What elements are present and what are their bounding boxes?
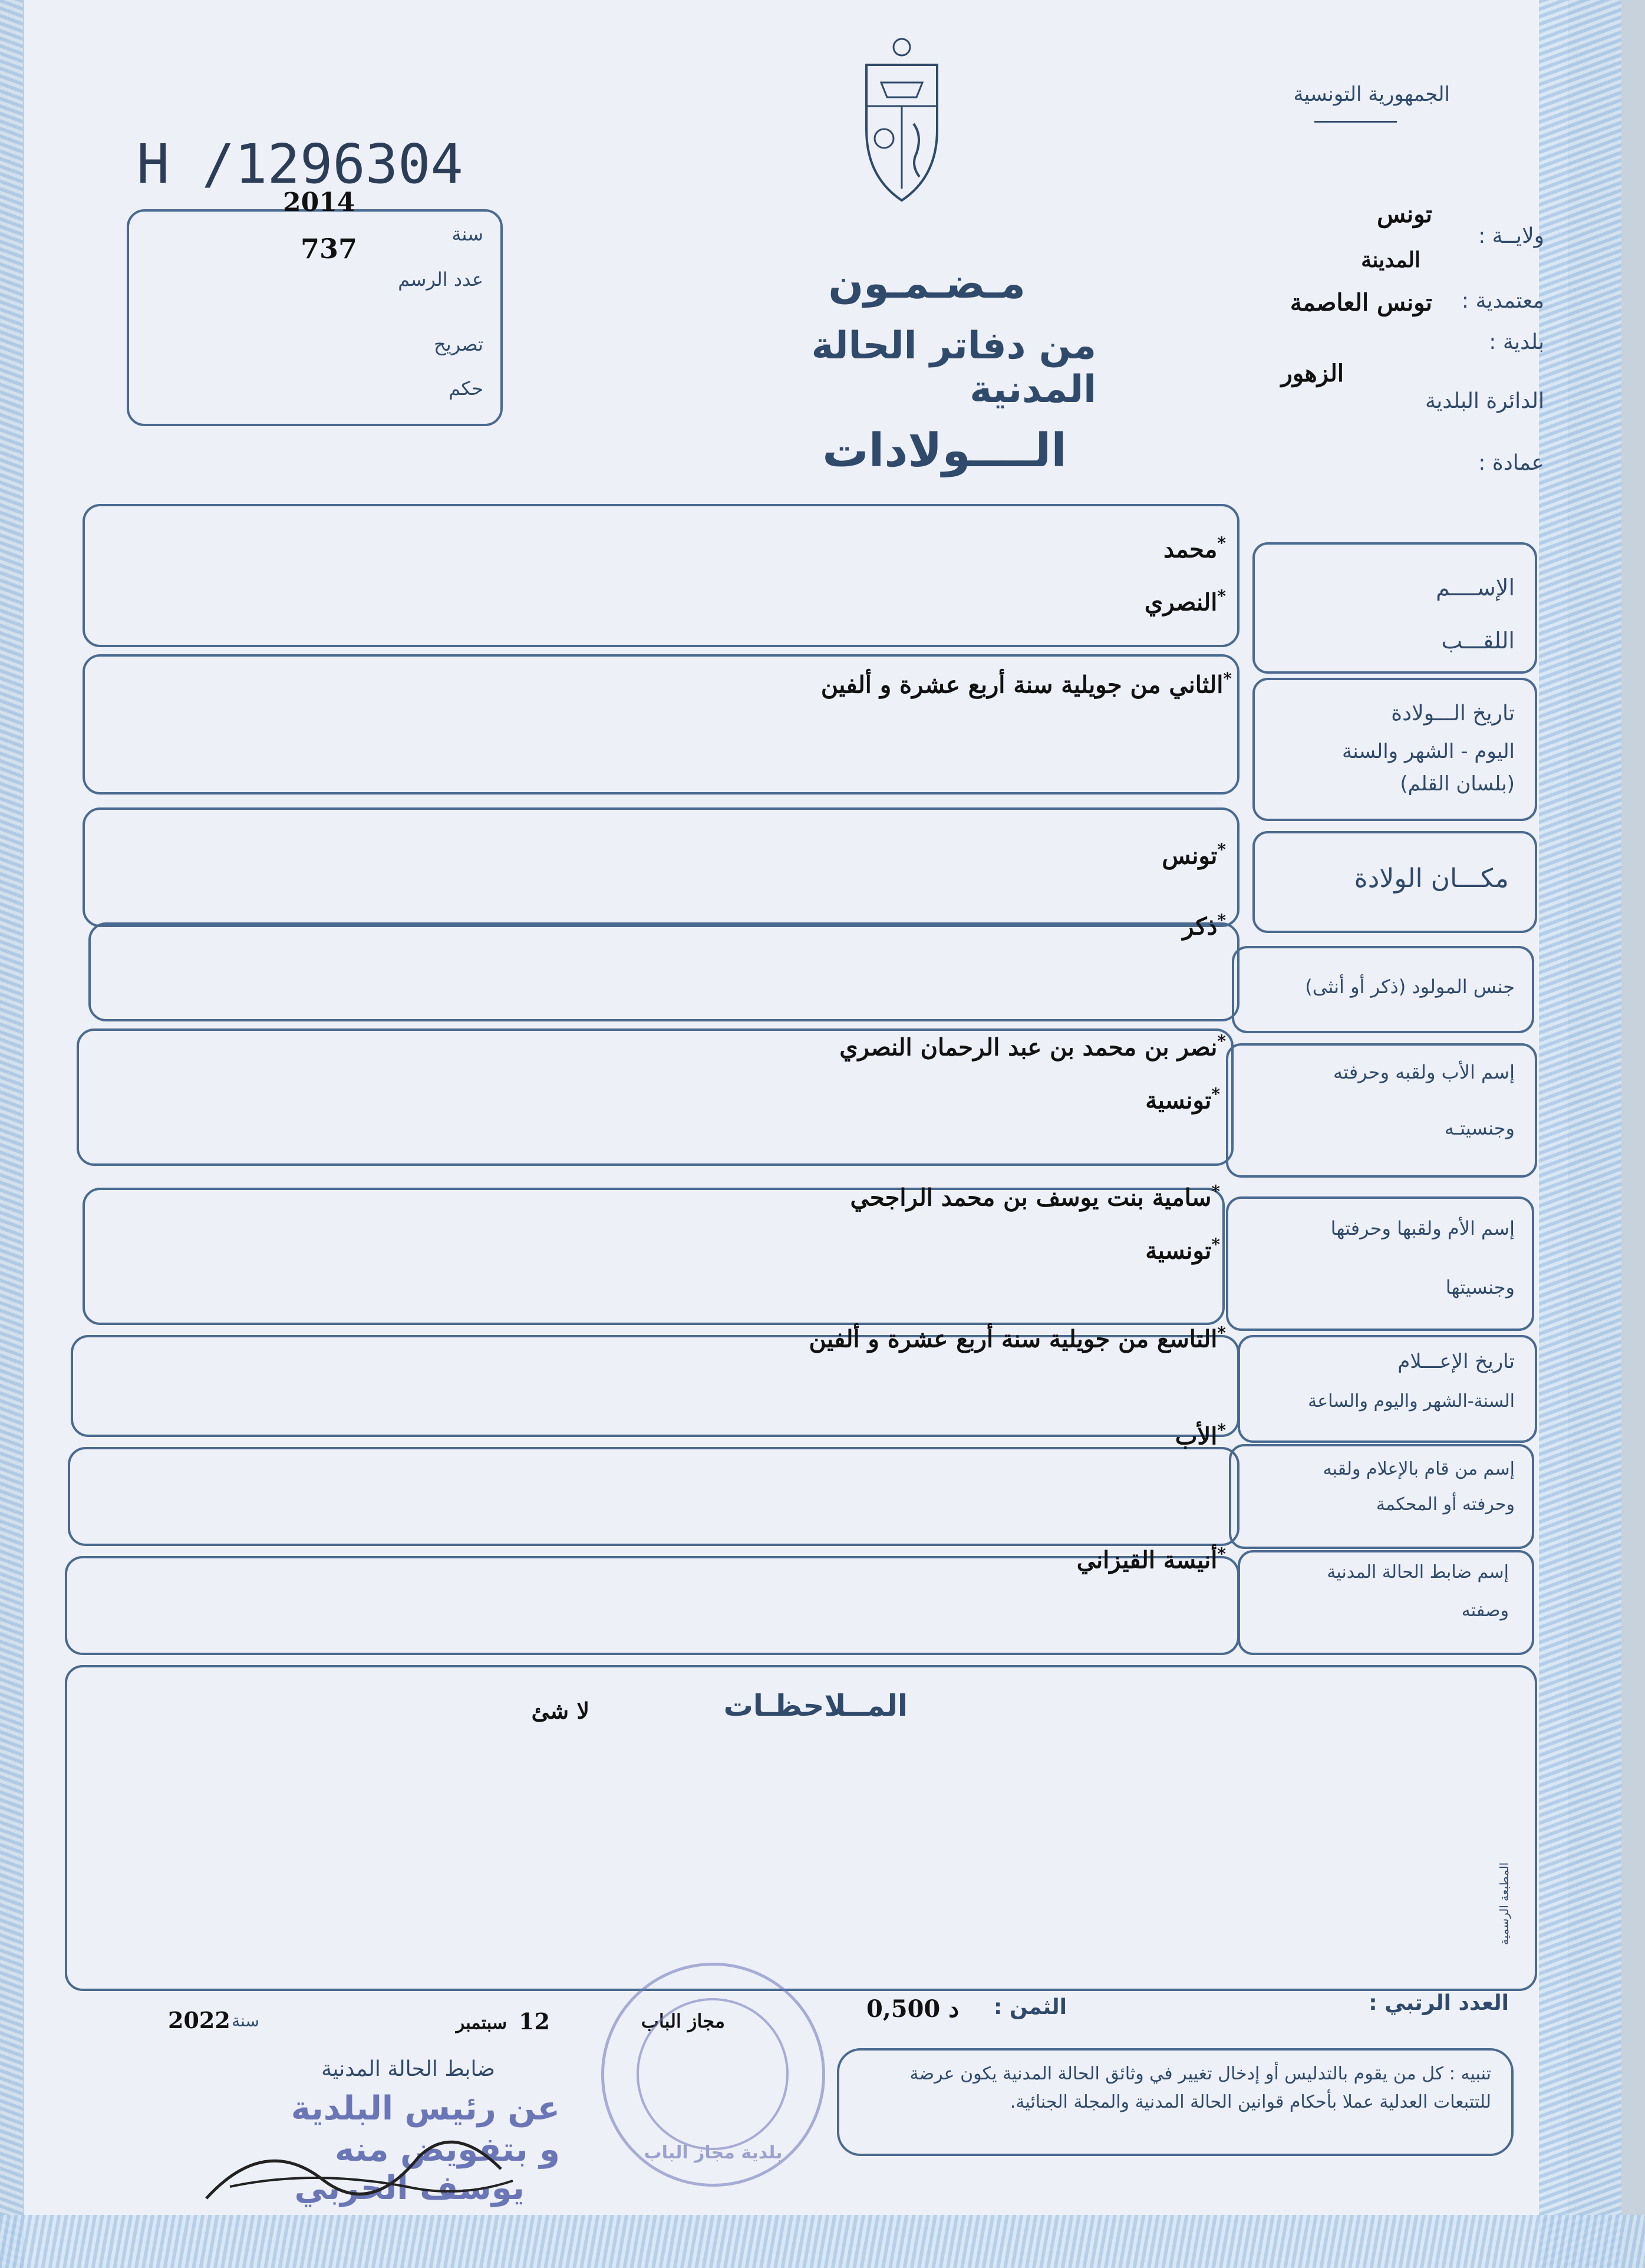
serial-label: العدد الرتبي :	[1369, 1991, 1509, 2015]
security-border-right	[1539, 0, 1621, 2268]
father-name-value: *نصر بن محمد بن عبد الرحمان النصري	[839, 1031, 1226, 1062]
birth-date-sublabel: اليوم - الشهر والسنة	[1342, 740, 1515, 763]
year-label: سنة	[451, 223, 483, 245]
circle-value: الزهور	[1281, 360, 1344, 387]
baladia-label: بلدية :	[1489, 330, 1544, 354]
declaration-date-value: *التاسع من جويلية سنة أربع عشرة و ألفين	[809, 1323, 1226, 1353]
mootamadia-value: تونس العاصمة	[1290, 289, 1432, 317]
father-label: إسم الأب ولقبه وحرفته	[1333, 1061, 1515, 1083]
field-box-declarant	[68, 1447, 1239, 1546]
birth-place-label: مكـــان الولادة	[1354, 863, 1509, 894]
signature-line-3: يوسف الحربي	[294, 2169, 525, 2207]
label-box-name	[1252, 542, 1537, 674]
year-value: 2014	[283, 187, 355, 217]
title-summary: مـضـمـون	[828, 259, 1026, 308]
issue-year-value: 2022	[168, 2007, 230, 2033]
warning-text: تنبيه : كل من يقوم بالتدليس أو إدخال تغيير في وثائق الحالة المدنية يكون عرضة للتتبعات العدلية عملا بأحكام قوانين الحالة المدنية والمجلة الجنائية.	[909, 2063, 1491, 2112]
judgment-label: حكم	[449, 377, 483, 400]
name-label: الإســــم	[1436, 575, 1515, 601]
printer-note: المطبعة الرسمية	[1497, 1862, 1511, 1945]
signature-line-1: عن رئيس البلدية	[291, 2089, 560, 2128]
declarant-label: إسم من قام بالإعلام ولقبه	[1323, 1459, 1515, 1479]
number-value: 737	[301, 233, 358, 265]
father-nationality-value: *تونسية	[1145, 1084, 1220, 1115]
handwritten-signature-icon	[195, 2098, 525, 2222]
declaration-label: تصريح	[434, 333, 483, 355]
mother-nationality-label: وجنسيتها	[1445, 1276, 1515, 1298]
birth-place-value: *تونس	[1162, 840, 1226, 870]
number-label: عدد الرسم	[398, 268, 483, 291]
remarks-value: لا شئ	[531, 1697, 589, 1724]
issue-month: سبتمبر	[456, 2013, 507, 2033]
republic-underline	[1314, 121, 1397, 123]
field-box-name	[83, 504, 1239, 647]
declaration-date-sublabel: السنة-الشهر واليوم والساعة	[1308, 1391, 1515, 1412]
signature-line-2: و بتفويض منه	[334, 2131, 560, 2169]
wilaya-label: ولايــة :	[1478, 224, 1544, 248]
officer-sublabel: وصفته	[1461, 1600, 1509, 1621]
circle-label: الدائرة البلدية	[1425, 389, 1544, 413]
mother-nationality-value: *تونسية	[1145, 1235, 1220, 1265]
gender-value: *ذكر	[1182, 911, 1226, 941]
officer-label: إسم ضابط الحالة المدنية	[1327, 1562, 1509, 1583]
officer-title: ضابط الحالة المدنية	[321, 2057, 495, 2081]
municipality-stamp	[601, 1963, 825, 2187]
security-border-bottom	[0, 2215, 1645, 2268]
price-value: 0,500 د	[866, 1995, 959, 2023]
declarant-sublabel: وحرفته أو المحكمة	[1376, 1494, 1515, 1515]
surname-value: *النصري	[1144, 586, 1226, 617]
field-box-gender	[88, 922, 1239, 1021]
birth-date-value: *الثاني من جويلية سنة أربع عشرة و ألفين	[820, 669, 1232, 699]
title-registers: من دفاتر الحالة المدنية	[811, 324, 1096, 411]
imada-label: عمادة :	[1478, 451, 1544, 475]
mother-label: إسم الأم ولقبها وحرفتها	[1330, 1217, 1515, 1240]
republic-title: الجمهورية التونسية	[1293, 83, 1450, 106]
birth-date-pen-note: (بلسان القلم)	[1400, 772, 1515, 796]
remarks-label: المــلاحظـات	[723, 1689, 908, 1723]
wilaya-sub-value: المدينة	[1361, 248, 1420, 272]
stamp-text: بلدية مجاز الباب	[644, 2142, 783, 2163]
officer-value: *أنيسة القيزاني	[1076, 1544, 1226, 1574]
title-births: الــــولادات	[822, 424, 1067, 477]
issue-day: 12	[519, 2008, 550, 2035]
issue-year-label: سنة	[232, 2011, 259, 2030]
wilaya-value: تونس	[1377, 200, 1432, 228]
first-name-value: *محمد	[1163, 533, 1226, 563]
field-box-birth-place	[83, 807, 1239, 927]
mother-name-value: *سامية بنت يوسف بن محمد الراجحي	[850, 1182, 1220, 1212]
price-label: الثمن :	[993, 1995, 1067, 2019]
serial-number: H /1296304	[137, 133, 463, 196]
issue-place: مجاز الباب	[641, 2010, 725, 2032]
declaration-date-label: تاريخ الإعـــلام	[1397, 1350, 1515, 1373]
father-nationality-label: وجنسيتـه	[1444, 1117, 1515, 1139]
gender-label: جنس المولود (ذكر أو أنثى)	[1305, 975, 1515, 998]
tunisia-coat-of-arms-icon	[849, 35, 955, 212]
surname-label: اللقـــب	[1441, 628, 1515, 654]
mootamadia-label: معتمدية :	[1461, 289, 1544, 313]
declarant-value: *الأب	[1175, 1420, 1226, 1451]
birth-date-label: تاريخ الـــولادة	[1391, 701, 1515, 726]
